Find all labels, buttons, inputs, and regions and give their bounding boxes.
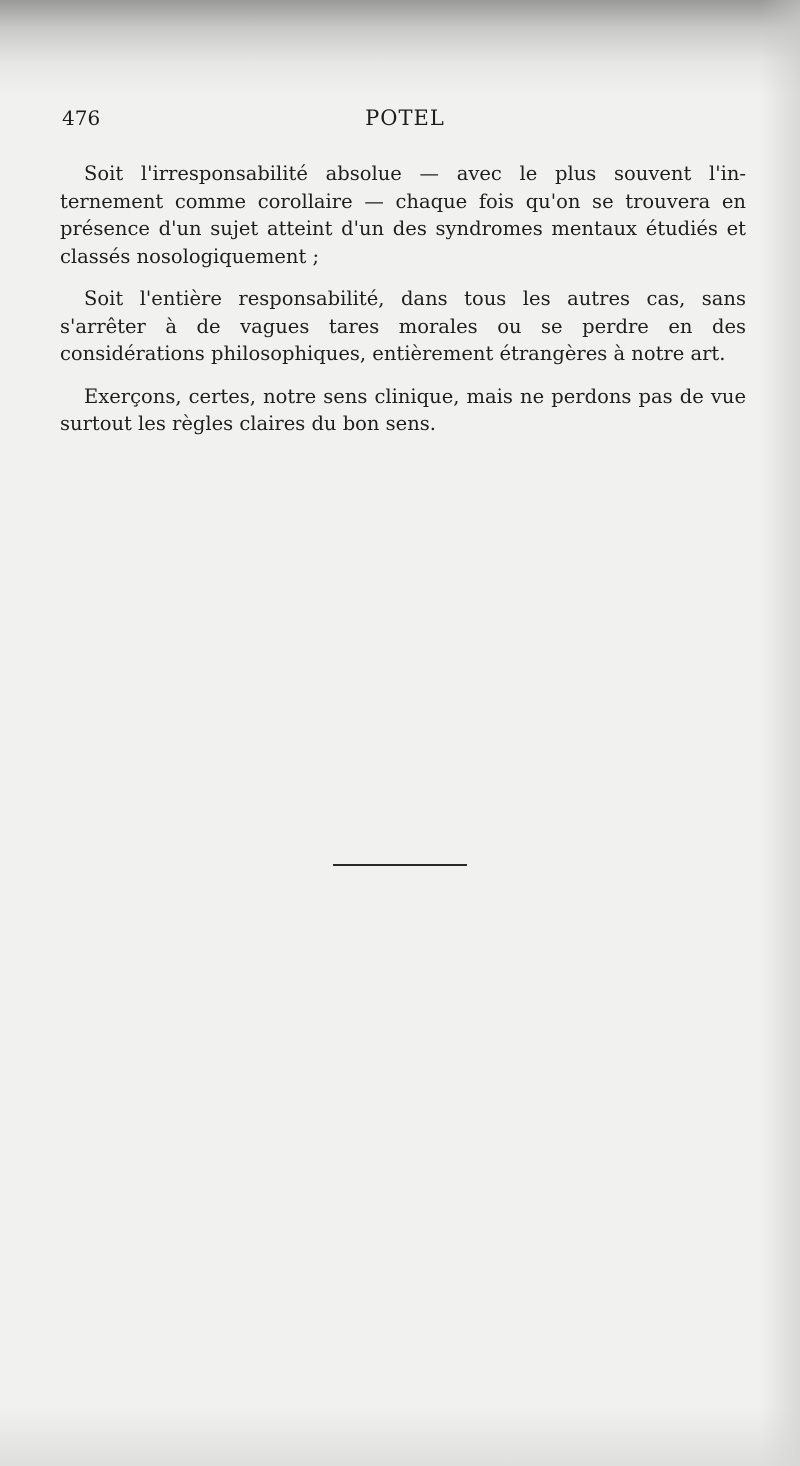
running-title: POTEL	[365, 106, 445, 130]
page-scan-shadow-bottom	[0, 1406, 800, 1466]
paragraph-irresponsabilite: Soit l'irresponsabilité absolue — avec le plus souvent l'internement comme corollaire — chaque fois qu'on se trouvera en présence d'un sujet atteint d'un des syndromes mentaux étudiés et classés nosologiquement ;	[60, 162, 746, 268]
body-text	[60, 160, 746, 453]
running-head	[60, 104, 750, 136]
page-number: 476	[62, 106, 101, 130]
paragraph-responsabilite: Soit l'entière responsabilité, dans tous les autres cas, sans s'arrêter à de vagues tares morales ou se perdre en des considérations philosophiques, entièrement étrangères à notre art.	[60, 287, 746, 365]
paragraph-conclusion: Exerçons, certes, notre sens clinique, mais ne perdons pas de vue surtout les règles claires du bon sens.	[60, 384, 746, 435]
page-scan-shadow-right	[760, 0, 800, 1466]
page-scan-shadow-top	[0, 0, 800, 95]
end-rule	[333, 864, 467, 866]
